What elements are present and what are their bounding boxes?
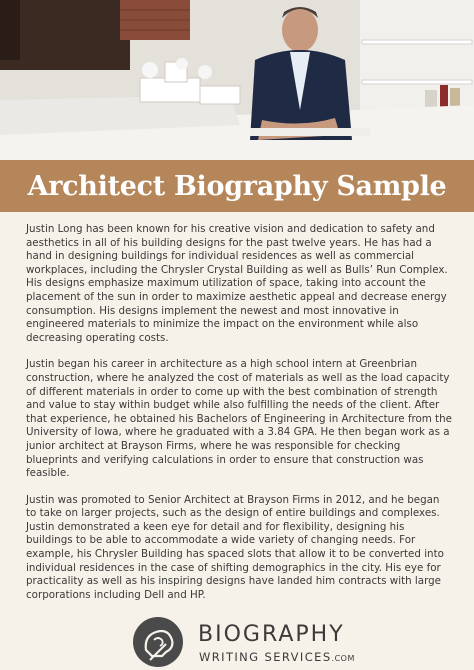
brain-quill-logo-icon xyxy=(132,616,184,668)
paragraph: Justin began his career in architecture as a high school intern at Greenbrian construction, where he analyzed the cost of materials as well as the load capacity of different materials in order to come up with the best combination of strength and value to stay within budget while also fulfilling the needs of the client. After that experience, he obtained his Bachelors of Engineering in Architecture from the University of Iowa, where he graduated with a 3.84 GPA. He then began work as a junior architect at Brayson Firms, where he was responsible for checking blueprints and verifying calculations in order to ensure that construction was feasible. xyxy=(26,358,452,480)
logo-subtitle-text: WRITING SERVICES xyxy=(199,650,332,664)
header-photo xyxy=(0,0,474,160)
title-banner xyxy=(0,160,474,212)
biography-text xyxy=(26,223,452,615)
paragraph: Justin Long has been known for his creative vision and dedication to safety and aesthetics in all of his building designs for the past twelve years. He has had a hand in designing buildings for individual residences as well as commercial workplaces, including the Chrysler Crystal Building as well as Bulls’ Run Complex. His designs emphasize maximum utilization of space, taking into account the placement of the sun in order to maximize aesthetic appeal and decrease energy consumption. His designs implement the newest and most innovative in engineered materials to minimize the impact on the environment while also decreasing operating costs. xyxy=(26,223,448,344)
architect-at-desk-illustration xyxy=(0,0,474,160)
brand-logo xyxy=(132,614,412,670)
logo-title: BIOGRAPHY xyxy=(198,622,345,647)
paragraph: Justin was promoted to Senior Architect at Brayson Firms in 2012, and he began to take on larger projects, such as the design of entire buildings and complexes. Justin demonstrated a keen eye for detail and for flexibility, designing his buildings to be able to accommodate a wide variety of changing needs. For example, his Chrysler Building has spaced slots that allow it to be converted into individual residences in the case of shifting demographics in the city. His eye for practicality as well as his inspiring designs have landed him contracts with large corporations including Dell and HP. xyxy=(26,493,444,601)
page-title: Architect Biography Sample xyxy=(27,170,447,202)
logo-subtitle xyxy=(199,650,355,664)
logo-suffix: .COM xyxy=(331,654,355,663)
